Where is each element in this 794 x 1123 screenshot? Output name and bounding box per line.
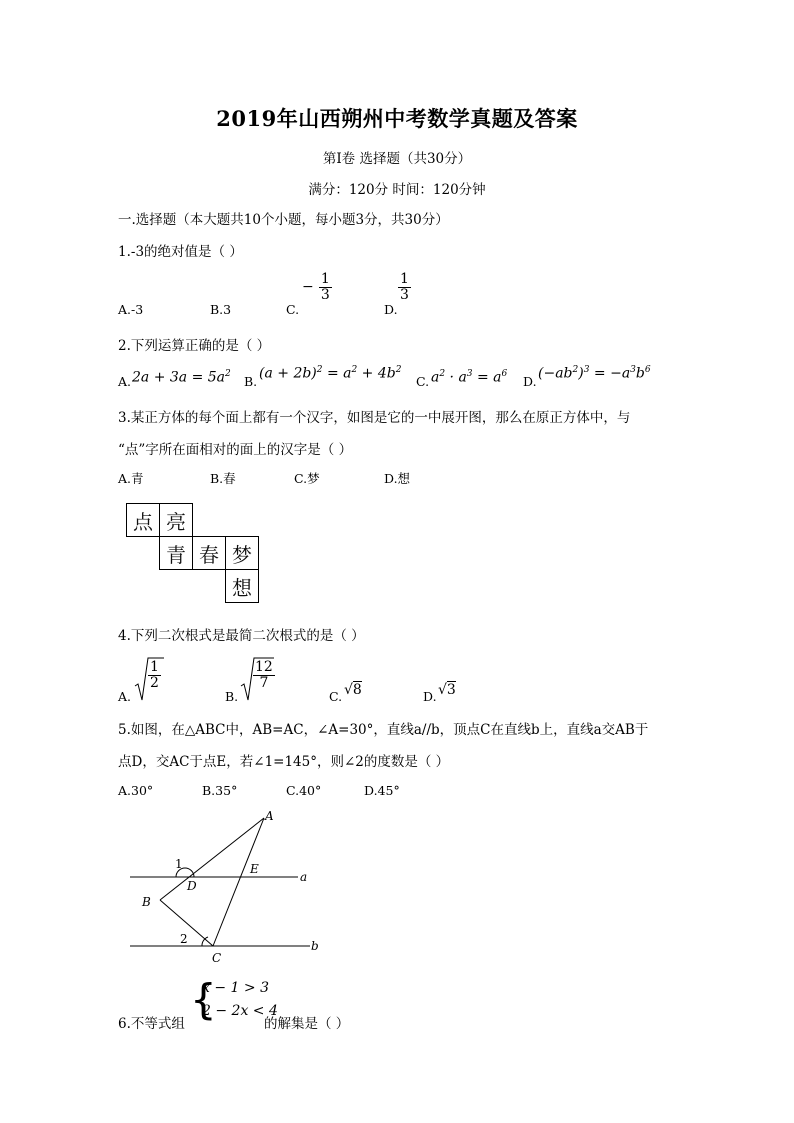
q2-option-c-label: C. [416,374,430,389]
label-angle-2: 2 [180,932,188,946]
q1-option-c-value: − $\frac{1}{3}$ [302,271,330,303]
label-c-vertex: C [212,951,222,965]
question-3-stem-line1: 3.某正方体的每个面上都有一个汉字，如图是它的一中展开图，那么在原正方体中，与 [118,410,631,426]
q5-option-a: A.30° [118,783,154,798]
q1-option-a: A.-3 [118,302,144,317]
cube-net-figure [126,503,266,607]
inequality-system [190,975,278,1028]
q2-option-d-formula: $(-ab^2)^3 = -a^3b^6$ [538,365,651,382]
label-d-point: D [187,879,197,893]
net-cell-meng: 梦 [225,536,259,570]
q1-option-d-label: D. [384,302,398,317]
q5-option-b: B.35° [202,783,238,798]
q1-option-d-value: $\frac{1}{3}$ [400,271,409,303]
net-cell-xiang: 想 [225,569,259,603]
q4-option-c-value: √8 [344,682,362,698]
q2-option-a-formula: $2a + 3a = 5a^2$ [132,369,231,386]
question-5-stem-line2: 点D，交AC于点E，若∠1=145°，则∠2的度数是（ ） [118,754,450,770]
left-brace: { [190,975,217,1024]
q3-option-c: C.梦 [294,471,320,486]
question-6-stem-suffix: 的解集是（ ） [264,1016,350,1032]
question-6-stem-prefix: 6.不等式组 [118,1016,185,1032]
label-line-a: a [300,870,308,884]
question-2-stem: 2.下列运算正确的是（ ） [118,338,271,354]
q1-option-c-label: C. [286,302,300,317]
question-1-stem: 1.-3的绝对值是（ ） [118,244,243,260]
q3-option-a: A.青 [118,471,144,486]
question-3-stem-line2: “点”字所在面相对的面上的汉字是（ ） [118,442,353,458]
q2-option-a-label: A. [118,374,132,389]
inequality-2: 2 − 2x < 4 [202,1003,278,1019]
q5-option-d: D.45° [364,783,400,798]
triangle-parallel-lines-figure [120,805,330,975]
question-4-stem: 4.下列二次根式是最简二次根式的是（ ） [118,628,365,644]
q4-option-d-value: √3 [438,682,456,698]
net-cell-chun: 春 [192,536,226,570]
question-5-stem-line1: 5.如图，在△ABC中，AB=AC，∠A=30°，直线a//b，顶点C在直线b上，直线a交AB于 [118,722,649,738]
q3-option-d: D.想 [384,471,411,486]
net-cell-liang: 亮 [159,503,193,537]
q2-option-c-formula: $a^2 \cdot a^3 = a^6$ [431,369,508,386]
label-a-vertex: A [265,809,274,823]
exam-meta: 满分：120分 时间：120分钟 [308,182,486,198]
q4-option-d-label: D. [423,689,437,704]
q3-option-b: B.春 [210,471,236,486]
q4-option-c-label: C. [329,689,343,704]
q4-option-b-label: B. [225,689,239,704]
inequality-1: x − 1 > 3 [202,980,269,996]
q2-option-b-formula: $(a + 2b)^2 = a^2 + 4b^2$ [259,365,402,382]
q4-option-a-label: A. [118,689,132,704]
segment-ac [213,818,264,946]
net-cell-dian: 点 [126,503,160,537]
label-b-vertex: B [142,895,151,909]
q2-option-d-label: D. [523,374,537,389]
volume-heading: 第Ⅰ卷 选择题（共30分） [322,151,472,167]
q2-option-b-label: B. [244,374,258,389]
page-title: 2019年山西朔州中考数学真题及答案 [216,106,578,131]
net-cell-qing: 青 [159,536,193,570]
section-heading: 一.选择题（本大题共10个小题，每小题3分，共30分） [118,212,449,228]
q5-option-c: C.40° [286,783,322,798]
label-line-b: b [311,939,319,953]
label-angle-1: 1 [175,857,183,871]
q1-option-b: B.3 [210,302,232,317]
label-e-point: E [250,862,259,876]
